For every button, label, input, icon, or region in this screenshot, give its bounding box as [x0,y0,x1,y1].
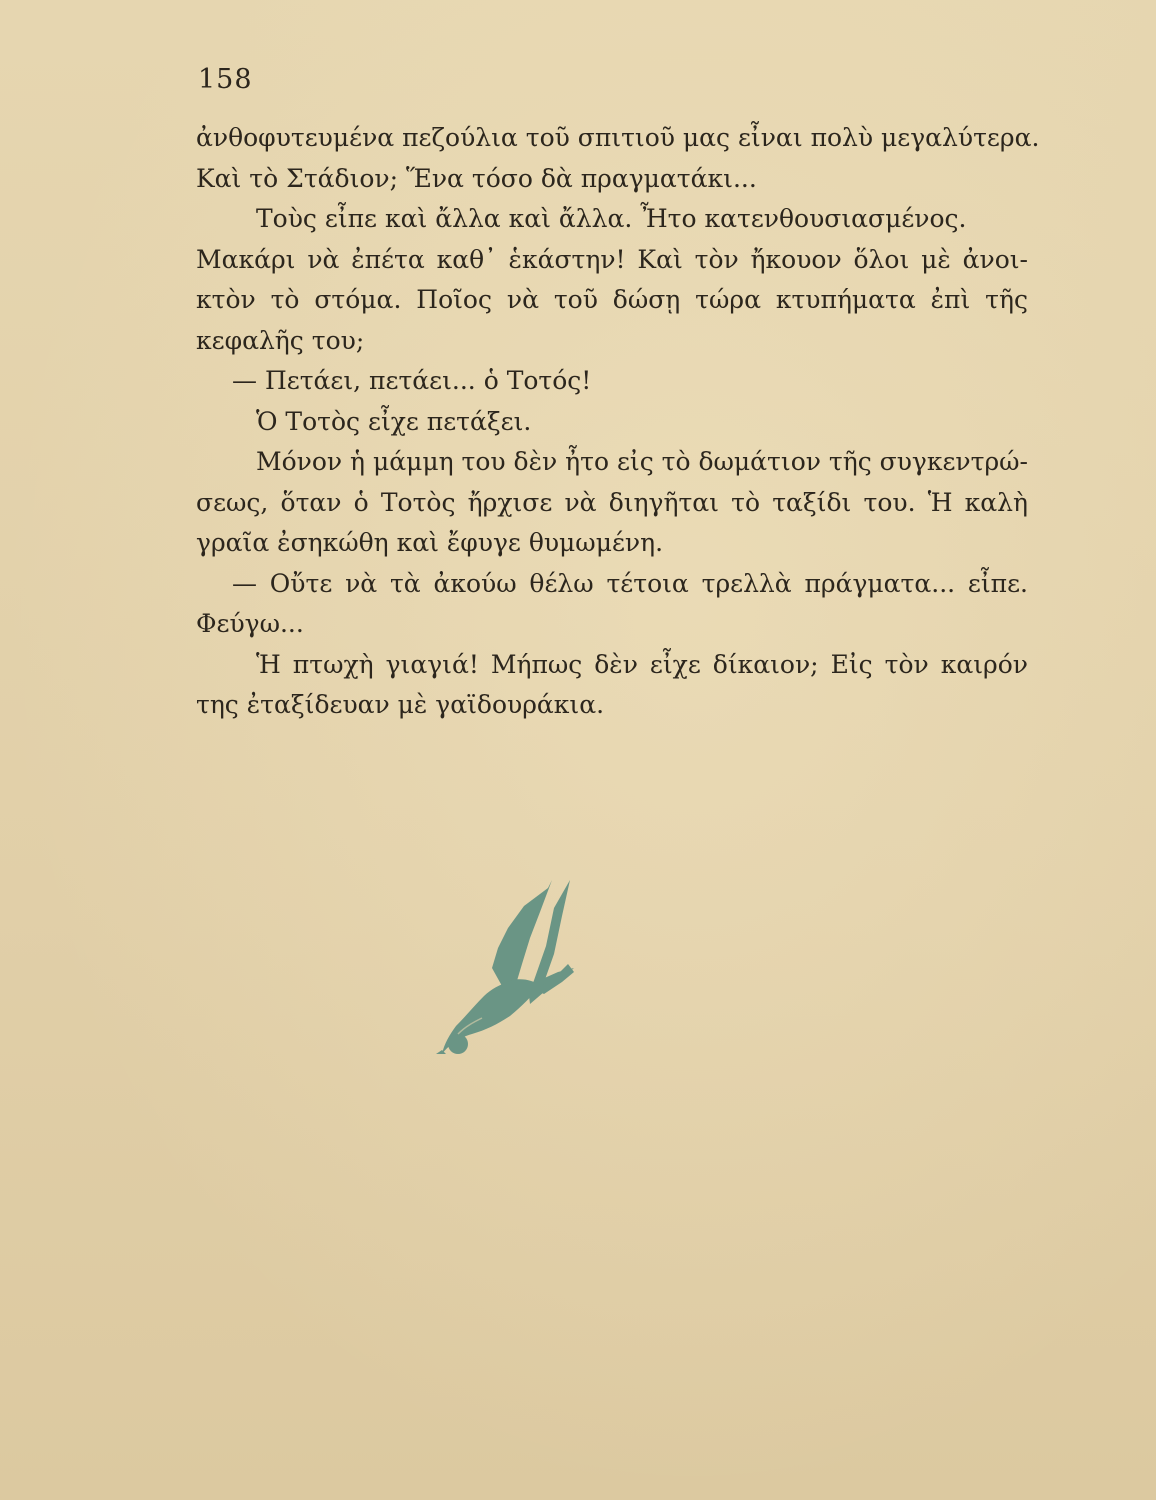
text-line-2: Καὶ τὸ Στάδιον; Ἕνα τόσο δὰ πραγματάκι... [196,163,757,193]
swallow-icon [436,880,574,1054]
text-line-8: Ὁ Τοτὸς εἶχε πετάξει. [256,406,532,436]
text-line-15: της ἐταξίδευαν μὲ γαϊδουράκια. [196,690,605,719]
page-number: 158 [198,64,253,95]
text-line-14: Ἡ πτωχὴ γιαγιά! Μήπως δὲν εἶχε δίκαιον; Εἰς τὸν καιρόν [256,649,1028,679]
text-line-3: Τοὺς εἶπε καὶ ἄλλα καὶ ἄλλα. Ἦτο κατενθουσιασμένος. [256,204,967,233]
text-line-9: Μόνον ἡ μάμμη του δὲν ἦτο εἰς τὸ δωμάτιον τῆς συγκεντρώ- [256,447,1028,476]
text-line-6: κεφαλῆς του; [196,325,365,355]
swallow-illustration [436,876,576,1066]
text-line-13: Φεύγω... [196,609,304,638]
body-text [196,118,1040,726]
text-line-5: κτὸν τὸ στόμα. Ποῖος νὰ τοῦ δώσῃ τώρα κτυπήματα ἐπὶ τῆς [196,285,1028,314]
text-line-7: — Πετάει, πετάει... ὁ Τοτός! [232,366,592,395]
text-line-1: ἀνθοφυτευμένα πεζούλια τοῦ σπιτιοῦ μας εἶναι πολὺ μεγαλύτερα. [196,123,1040,152]
text-line-10: σεως, ὅταν ὁ Τοτὸς ἤρχισε νὰ διηγῆται τὸ ταξίδι του. Ἡ καλὴ [196,487,1028,517]
text-line-12: — Οὔτε νὰ τὰ ἀκούω θέλω τέτοια τρελλὰ πράγματα... εἶπε. [232,568,1028,598]
text-line-11: γραῖα ἐσηκώθη καὶ ἔφυγε θυμωμένη. [196,528,664,557]
text-line-4: Μακάρι νὰ ἐπέτα καθ᾽ ἑκάστην! Καὶ τὸν ἤκουον ὅλοι μὲ ἀνοι- [196,244,1028,274]
